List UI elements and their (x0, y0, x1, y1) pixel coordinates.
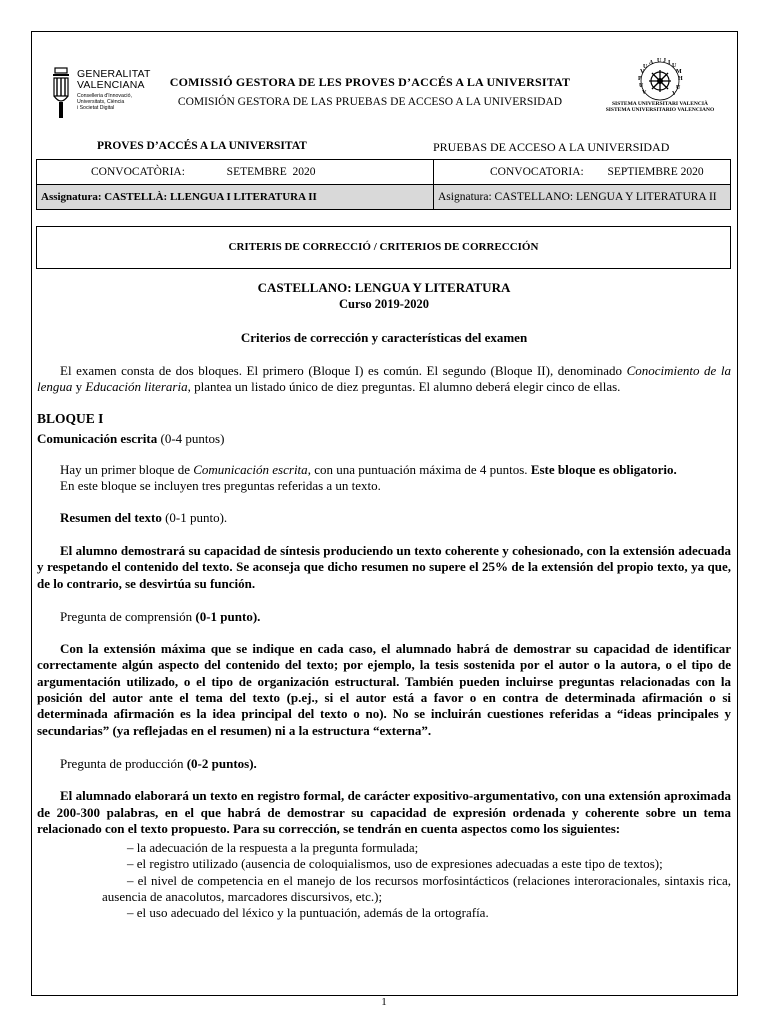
pruebas-title-es: PRUEBAS DE ACCESO A LA UNIVERSIDAD (433, 140, 670, 154)
comunicacion-label: Comunicación escrita (37, 430, 158, 446)
intro-text-2: y (72, 379, 86, 395)
university-caption-ca: SISTEMA UNIVERSITARI VALENCIÀ (612, 101, 708, 107)
commission-title-es: COMISIÓN GESTORA DE LAS PRUEBAS DE ACCESO A LA UNIVERSIDAD (177, 96, 563, 108)
university-system-logo (590, 56, 730, 122)
produccion-text: El alumnado elaborará un texto en registro formal, de carácter expositivo-argumentativo, con una extensión aproximada de 200-300 palabras, en el que habrá de demostrar su capacidad de expresión ordenada y coherente sobre un tema relacionado con el texto propuesto. Para su corrección, se tendrán en cuenta aspectos como los siguientes: (37, 788, 731, 836)
resumen-text: El alumno demostrará su capacidad de síntesis produciendo un texto coherente y cohesionado, con la extensión adecuada y respetando el contenido del texto. Se aconseja que dicho resumen no supere el 25% de la extensión del propio texto, ya que, de lo contrario, se desvirtúa su función. (37, 542, 731, 591)
resumen-heading (37, 510, 731, 526)
university-caption-es: SISTEMA UNIVERSITARIO VALENCIANO (605, 107, 715, 114)
svg-text:H: H (678, 76, 683, 82)
document-body (37, 280, 731, 922)
intro-text-3: , plantea un listado único de diez preguntas. El alumno deberá elegir cinco de ellas. (187, 379, 621, 395)
generalitat-emblem-icon (51, 66, 71, 120)
svg-text:M: M (676, 69, 682, 75)
svg-text:U: U (643, 64, 648, 70)
comprension-points: (0-1 punto). (195, 608, 261, 624)
commission-title-ca: COMISSIÓ GESTORA DE LES PROVES D’ACCÉS A LA UNIVERSITAT (169, 75, 571, 89)
comunicacion-heading (37, 431, 731, 447)
comunicacion-points: (0-4 puntos) (157, 430, 225, 446)
course-title: Curso 2019-2020 (339, 297, 429, 312)
intro-italic-2: Educación literaria (85, 379, 188, 395)
generalitat-name: GENERALITAT VALENCIANA (77, 68, 151, 91)
convocatoria-row (37, 160, 731, 185)
svg-text:U: U (657, 58, 662, 64)
hay-italic: Comunicación escrita (193, 462, 308, 478)
asignatura-ca: Assignatura: CASTELLÀ: LLENGUA I LITERATURA II (37, 185, 434, 210)
asignatura-es: Asignatura: CASTELLANO: LENGUA Y LITERATURA II (434, 185, 731, 210)
convocatoria-es-cell (434, 160, 731, 185)
criteria-item: – el nivel de competencia en el manejo de los recursos morfosintácticos (relaciones interoracionales, sintaxis rica, ausencia de anacolutos, marcadores discursivos, etc.); (102, 872, 731, 905)
criteria-item: – el uso adecuado del léxico y la puntuación, además de la ortografía. (127, 905, 489, 921)
intro-text-1: El examen consta de dos bloques. El primero (Bloque I) es común. El segundo (Bloque II), denominado (60, 362, 627, 378)
hay-bold: Este bloque es obligatorio. (530, 462, 677, 478)
criteria-item: – la adecuación de la respuesta a la pregunta formulada; (127, 840, 419, 856)
subject-title: CASTELLANO: LENGUA Y LITERATURA (257, 280, 511, 295)
convocatoria-es-value: SEPTIEMBRE 2020 (607, 166, 704, 178)
hay-paragraph (37, 462, 731, 478)
criteris-title: CRITERIS DE CORRECCIÓ / CRITERIOS DE CORRECCIÓN (36, 226, 731, 269)
convocatoria-es-label: CONVOCATORIA: (490, 166, 584, 178)
convocatoria-ca-cell (37, 160, 434, 185)
hay-text-2: , con una puntuación máxima de 4 puntos. (307, 462, 531, 478)
bloque-1-heading: BLOQUE I (37, 411, 104, 427)
intro-italic-1: Conocimiento de la lengua (37, 362, 731, 395)
svg-text:U: U (639, 83, 644, 89)
comprension-text: Con la extensión máxima que se indique en cada caso, el alumnado habrá de demostrar su capacidad de identificar correctamente algún aspecto del contenido del texto; por ejemplo, la tesis sostenida por el autor o la autora, o el tipo de argumentación utilizado, o el tipo de organización estructural. También pueden incluirse preguntas relacionadas con la posición del autor ante el tema del texto (p.ej., si el autor está a favor o en contra de determinada afirmación o si determinada afirmación es la idea principal del texto o no). No se incluirán cuestiones referidas a “ideas principales y secundarias” (ya reflejadas en el resumen) ni a la estructura “externa”. (37, 641, 731, 738)
svg-text:U: U (676, 85, 681, 91)
generalitat-conselleria: Conselleria d'Innovació, Universitats, Ciència i Societat Digital (77, 93, 132, 112)
convocatoria-ca-value: SETEMBRE 2020 (226, 166, 316, 178)
svg-text:V: V (642, 90, 647, 96)
generalitat-logo (51, 66, 161, 124)
criteria-list (102, 840, 731, 921)
resumen-label: Resumen del texto (60, 509, 162, 525)
intro-paragraph (37, 363, 731, 396)
svg-text:I: I (668, 60, 671, 66)
criteria-item: – el registro utilizado (ausencia de coloquialismos, uso de expresiones adecuadas a este tipo de textos); (127, 856, 663, 872)
resumen-points: (0-1 punto). (161, 509, 228, 525)
section-title: Criterios de corrección y características del examen (240, 329, 528, 345)
comprension-heading (37, 609, 731, 625)
hay-text-1: Hay un primer bloque de (60, 462, 194, 478)
university-system-caption (590, 101, 730, 114)
asignatura-row (37, 185, 731, 210)
convocatoria-ca-label: CONVOCATÒRIA: (91, 166, 185, 178)
svg-text:U: U (672, 63, 677, 69)
svg-text:J: J (663, 58, 666, 64)
produccion-points: (0-2 puntos). (186, 755, 257, 771)
svg-text:A: A (649, 60, 654, 66)
produccion-heading (37, 756, 731, 772)
en-este-paragraph: En este bloque se incluyen tres preguntas referidas a un texto. (60, 478, 381, 494)
svg-text:P: P (638, 76, 642, 82)
svg-text:V: V (640, 69, 645, 75)
proves-title-ca: PROVES D’ACCÉS A LA UNIVERSITAT (97, 140, 307, 152)
page-number: 1 (381, 996, 387, 1008)
university-seal-icon (590, 56, 730, 102)
svg-text:V: V (672, 91, 677, 97)
comprension-label: Pregunta de comprensión (60, 608, 196, 624)
produccion-label: Pregunta de producción (60, 755, 187, 771)
convocatoria-table (36, 159, 731, 210)
